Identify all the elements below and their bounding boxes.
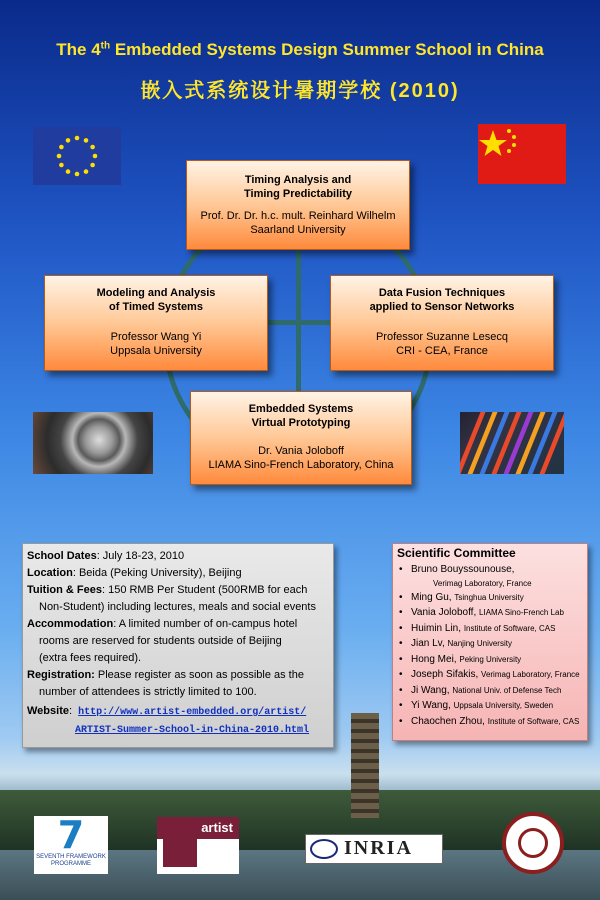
peking-university-seal xyxy=(502,812,564,874)
lecture-title: Virtual Prototyping xyxy=(251,417,351,429)
accommodation-row: Accommodation: A limited number of on-campus hotel xyxy=(27,618,298,630)
lecture-title: Data Fusion Techniques xyxy=(378,287,506,299)
website-row: Website: http://www.artist-embedded.org/artist/ xyxy=(27,705,307,718)
registration-row: Registration: Please register as soon as possible as the xyxy=(27,669,304,681)
lecture-affiliation: Uppsala University xyxy=(110,345,202,357)
committee-member: • Huimin Lin, Institute of Software, CAS xyxy=(397,621,583,637)
lecture-title: Timing Predictability xyxy=(244,188,352,200)
hard-drive-photo xyxy=(33,412,153,474)
artist-logo: artist xyxy=(157,817,239,874)
network-cables-photo xyxy=(460,412,564,474)
website-link[interactable]: http://www.artist-embedded.org/artist/ xyxy=(78,707,307,718)
china-flag xyxy=(478,124,566,184)
school-info-panel xyxy=(22,543,334,748)
committee-member: • Jian Lv, Nanjing University xyxy=(397,636,583,652)
committee-member: • Bruno Bouyssounouse, Verimag Laboratory, France xyxy=(397,562,583,590)
lecture-title: of Timed Systems xyxy=(109,301,203,313)
lecture-affiliation: Saarland University xyxy=(250,224,346,236)
fees-row: Tuition & Fees: 150 RMB Per Student (500RMB for each xyxy=(27,584,308,596)
lecture-speaker: Professor Wang Yi xyxy=(110,331,202,343)
lecture-title: Timing Analysis and xyxy=(244,174,352,186)
lecture-speaker: Professor Suzanne Lesecq xyxy=(375,331,509,343)
location-row: Location: Beida (Peking University), Beijing xyxy=(27,567,242,579)
lecture-affiliation: CRI - CEA, France xyxy=(396,345,488,357)
lecture-speaker: Prof. Dr. Dr. h.c. mult. Reinhard Wilhelm xyxy=(200,210,396,222)
accommodation-row-cont: rooms are reserved for students outside of Beijing xyxy=(39,635,282,647)
lecture-title: applied to Sensor Networks xyxy=(369,301,515,313)
committee-member: • Chaochen Zhou, Institute of Software, CAS xyxy=(397,714,583,730)
website-link[interactable]: ARTIST-Summer-School-in-China-2010.html xyxy=(75,725,310,736)
pagoda-tower xyxy=(351,713,379,818)
committee-member: • Yi Wang, Uppsala University, Sweden xyxy=(397,698,583,714)
event-title: The 4th Embedded Systems Design Summer School in China xyxy=(56,40,544,59)
dates-row: School Dates: July 18-23, 2010 xyxy=(27,550,185,562)
lecture-box-timing xyxy=(186,160,410,250)
committee-member: • Ji Wang, National Univ. of Defense Tech xyxy=(397,683,583,699)
lecture-title: Modeling and Analysis xyxy=(96,287,216,299)
website-row-cont xyxy=(27,721,329,739)
fees-row-cont: Non-Student) including lectures, meals and social events xyxy=(39,601,316,613)
committee-member: • Ming Gu, Tsinghua University xyxy=(397,590,583,606)
lecture-speaker: Dr. Vania Joloboff xyxy=(258,445,344,457)
lecture-box-modeling xyxy=(44,275,268,371)
eu-flag xyxy=(33,127,121,185)
lecture-box-data-fusion xyxy=(330,275,554,371)
accommodation-row-cont: (extra fees required). xyxy=(39,652,142,664)
fp7-logo: 7 SEVENTH FRAMEWORK PROGRAMME xyxy=(34,816,108,874)
scientific-committee-panel xyxy=(392,543,588,741)
committee-member: • Vania Joloboff, LIAMA Sino-French Lab xyxy=(397,605,583,621)
registration-row-cont: number of attendees is strictly limited to 100. xyxy=(39,686,257,698)
committee-title: Scientific Committee xyxy=(397,546,516,560)
chinese-title: 嵌入式系统设计暑期学校 (2010) xyxy=(140,80,460,102)
committee-member: • Joseph Sifakis, Verimag Laboratory, France xyxy=(397,667,583,683)
lecture-title: Embedded Systems xyxy=(248,403,354,415)
lecture-box-prototyping xyxy=(190,391,412,485)
committee-list xyxy=(397,562,583,729)
committee-member: • Hong Mei, Peking University xyxy=(397,652,583,668)
inria-logo: INRIA xyxy=(305,834,443,864)
lecture-affiliation: LIAMA Sino-French Laboratory, China xyxy=(208,459,394,471)
